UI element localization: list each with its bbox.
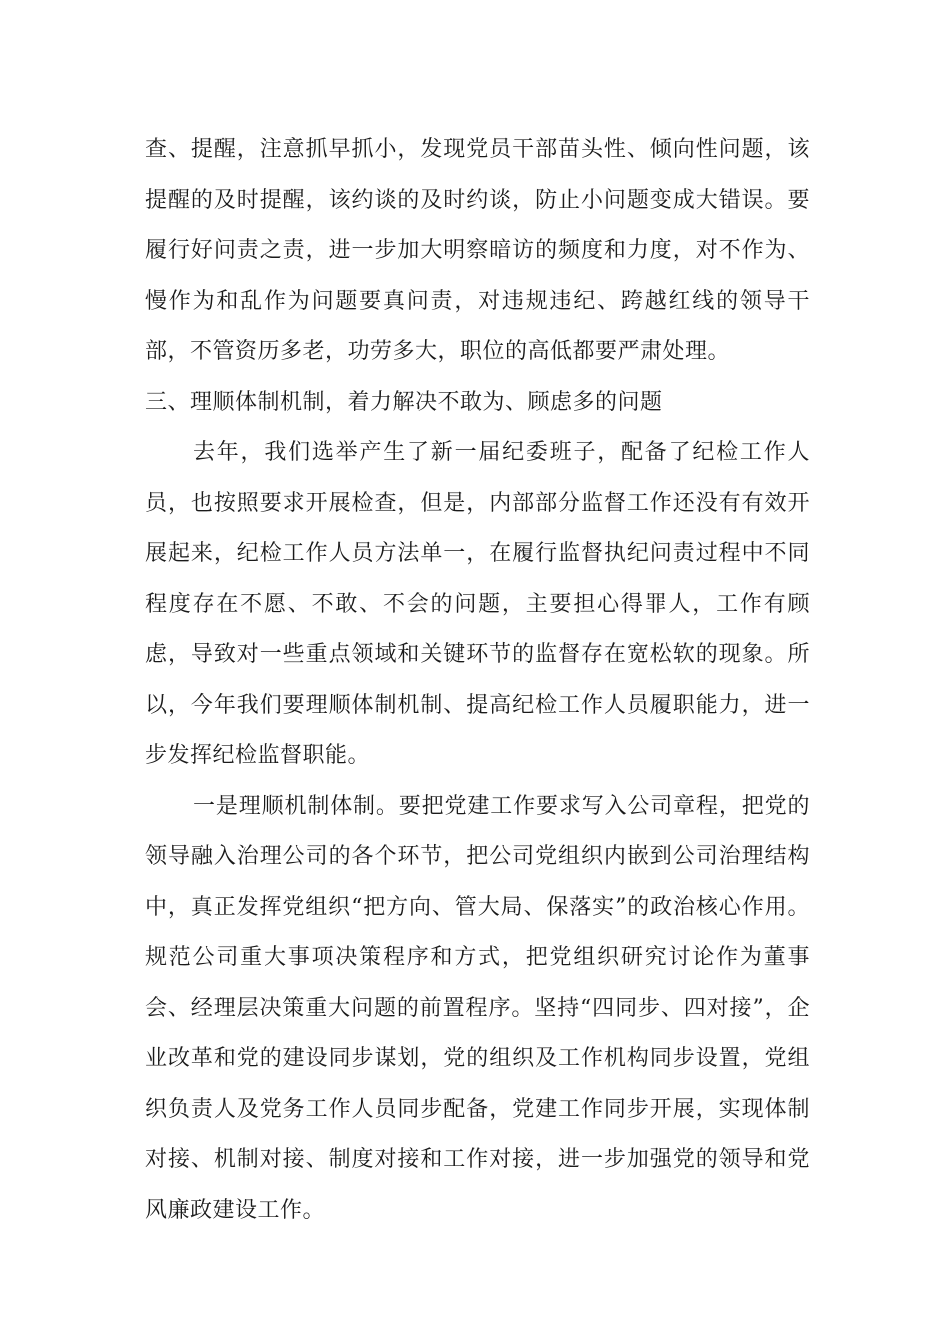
paragraph-mechanism: 一是理顺机制体制。要把党建工作要求写入公司章程，把党的领导融入治理公司的各个环节，把公司党组织内嵌到公司治理结构中，真正发挥党组织“把方向、管大局、保落实”的政治核心作用。规范公司重大事项决策程序和方式，把党组织研究讨论作为董事会、经理层决策重大问题的前置程序。坚持“四同步、四对接”，企业改革和党的建设同步谋划，党的组织及工作机构同步设置，党组织负责人及党务工作人员同步配备，党建工作同步开展，实现体制对接、机制对接、制度对接和工作对接，进一步加强党的领导和党风廉政建设工作。 — [145, 793, 810, 1223]
section-heading: 三、理顺体制机制，着力解决不敢为、顾虑多的问题 — [145, 389, 663, 415]
paragraph-continued: 查、提醒，注意抓早抓小，发现党员干部苗头性、倾向性问题，该提醒的及时提醒，该约谈的及时约谈，防止小问题变成大错误。要履行好问责之责，进一步加大明察暗访的频度和力度，对不作为、慢作为和乱作为问题要真问责，对违规违纪、跨越红线的领导干部，不管资历多老，功劳多大，职位的高低都要严肃处理。 — [145, 137, 810, 364]
paragraph-background: 去年，我们选举产生了新一届纪委班子，配备了纪检工作人员，也按照要求开展检查，但是，内部部分监督工作还没有有效开展起来，纪检工作人员方法单一，在履行监督执纪问责过程中不同程度存在不愿、不敢、不会的问题，主要担心得罪人，工作有顾虑，导致对一些重点领域和关键环节的监督存在宽松软的现象。所以，今年我们要理顺体制机制、提高纪检工作人员履职能力，进一步发挥纪检监督职能。 — [145, 440, 810, 768]
document-body — [145, 125, 810, 1236]
